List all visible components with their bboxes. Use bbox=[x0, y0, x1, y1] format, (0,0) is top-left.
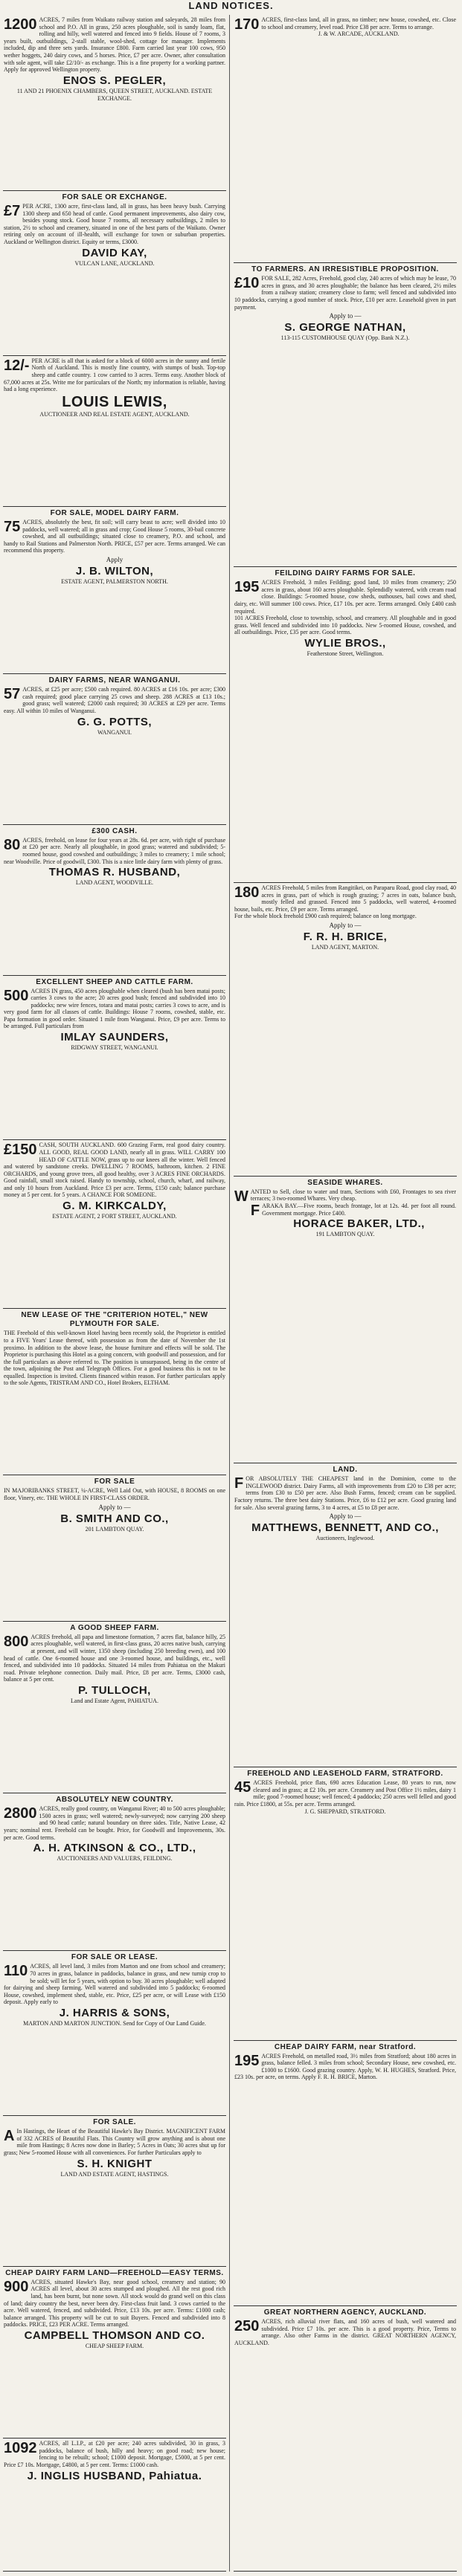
ad-body bbox=[234, 16, 456, 33]
ad-heading: FEILDING DAIRY FARMS FOR SALE. bbox=[275, 569, 416, 578]
ad-body bbox=[4, 357, 225, 393]
ad-text: ACRES, rich alluvial river flats, and 160 acres of bush, well watered and subdivided. Price £7 10s. per acre. This is a good property. Price, Terms to arrange. Also other Farms in the district. GREAT NORTHERN AGENCY, AUCKLAND. bbox=[234, 2317, 456, 2346]
advertiser-name: THOMAS R. HUSBAND, bbox=[48, 866, 181, 879]
ad-body bbox=[4, 837, 225, 865]
advertiser-name: HORACE BAKER, LTD., bbox=[293, 1217, 425, 1231]
ad-heading: FOR SALE. bbox=[93, 2118, 136, 2127]
advertiser-name: S. H. KNIGHT bbox=[77, 2157, 153, 2170]
ad-heading: £300 CASH. bbox=[92, 826, 138, 835]
advertiser-name: J. HARRIS & SONS, bbox=[59, 2006, 170, 2019]
ad-lead-figure: 2800 bbox=[4, 1805, 37, 1822]
ad-body bbox=[4, 16, 225, 74]
ad-heading: GREAT NORTHERN AGENCY, AUCKLAND. bbox=[263, 2308, 427, 2317]
section-header: LAND NOTICES. bbox=[188, 0, 274, 11]
ad-body-secondary bbox=[234, 913, 456, 920]
classified-ad bbox=[3, 1140, 226, 1309]
advertiser-name: J. INGLIS HUSBAND, Pahiatua. bbox=[27, 2469, 202, 2482]
classified-ad bbox=[3, 191, 226, 356]
advertiser-name: S. GEORGE NATHAN, bbox=[284, 321, 406, 334]
ad-lead-figure: 1092 bbox=[4, 2440, 37, 2457]
ad-text: ACRES freehold, all papa and limestone formation, 7 acres flat, balance hilly, 25 acres ploughable, well watered, in first-class grass, 20 acres native bush, carrying at present, and will winter, 1350 sheep (including 250 breeding ewes), and 100 head of cattle. One 6-roomed house and one 3-roomed house, and buildings, etc., well fenced, and subdivided into 10 paddocks. Situated 14 miles from Pahiatua on the Makuri road. Private telephone connection. Daily mail. Price, £8 per acre. Terms, £3000 cash, balance at 5 per cent. bbox=[4, 1633, 225, 1683]
ad-text: OR ABSOLUTELY THE CHEAPEST land in the Dominion, come to the INGLEWOOD district. Dairy Farms, all with improvements from £20 to £38 per acre; terms from £30 to £50 per acre. Also Bush Farms, fenced; cream can be supplied. Factory returns. The three best dairy Stations. Price, £6 to £12 per acre. Good grazing land for sale. Also several grazing farms, 3 to 4 acres, at £5 to £8 per acre. bbox=[234, 1475, 456, 1511]
ad-text: ACRES Freehold, on metalled road, 3½ miles from Stratford; about 180 acres in grass, balance felled. 3 miles from school; Secondary House, new cowshed, etc. £1000 to £1600. Good grazing country. Apply, W. H. HUGHES, Stratford. Price, £23 10s. per acre, on terms. Apply F. R. H. BRICE, Marton. bbox=[234, 2052, 456, 2081]
ad-text: 101 ACRES Freehold, close to township, school, and creamery. All ploughable and in good grass. Well fenced and subdivided into 10 paddocks. New 5-roomed House, cowshed, and all outbuildings. Price, £35 per acre. Good terms. bbox=[234, 615, 456, 636]
classified-ad bbox=[3, 2116, 226, 2267]
advertiser-address: ESTATE AGENT, PALMERSTON NORTH. bbox=[61, 578, 168, 585]
classified-ad bbox=[234, 2306, 457, 2572]
ad-lead-figure: 1200 bbox=[4, 16, 37, 33]
ad-apply: Apply bbox=[106, 556, 123, 563]
ad-body-secondary bbox=[234, 1203, 456, 1220]
ad-body bbox=[234, 1188, 456, 1203]
ad-body bbox=[234, 1779, 456, 1808]
ad-body bbox=[234, 2053, 456, 2081]
advertiser-name: A. H. ATKINSON & CO., LTD., bbox=[33, 1842, 196, 1855]
classified-ad bbox=[234, 567, 457, 883]
ad-lead-figure: 45 bbox=[234, 1779, 251, 1796]
advertiser-address: MARTON AND MARTON JUNCTION. Send for Copy of Our Land Guide. bbox=[23, 2019, 206, 2027]
advertiser-address: AUCTIONEERS AND VALUERS, FEILDING. bbox=[57, 1855, 173, 1863]
advertiser-address: VULCAN LANE, AUCKLAND. bbox=[74, 259, 155, 267]
ad-body bbox=[234, 1475, 456, 1511]
ad-heading: LAND. bbox=[333, 1466, 358, 1475]
classified-ad bbox=[234, 1767, 457, 2040]
advertiser-name: G. M. KIRKCALDY, bbox=[62, 1200, 167, 1213]
column-right bbox=[234, 15, 457, 2572]
ad-heading: FOR SALE OR LEASE. bbox=[71, 1953, 158, 1962]
ad-body bbox=[4, 1634, 225, 1683]
classified-ad bbox=[3, 976, 226, 1141]
ad-lead-figure: 195 bbox=[234, 2052, 260, 2069]
ad-heading: A GOOD SHEEP FARM. bbox=[70, 1623, 159, 1632]
advertiser-name: B. SMITH AND CO., bbox=[60, 1512, 169, 1525]
classified-ad bbox=[3, 674, 226, 825]
advertiser-address: Land and Estate Agent, PAHIATUA. bbox=[71, 1697, 158, 1704]
ad-body bbox=[4, 686, 225, 714]
advertiser-address: 201 LAMBTON QUAY. bbox=[85, 1525, 144, 1533]
ad-body bbox=[234, 579, 456, 615]
advertiser-name: J. B. WILTON, bbox=[75, 565, 154, 577]
classified-ad bbox=[3, 15, 226, 191]
ad-body bbox=[234, 2318, 456, 2346]
ad-heading: TO FARMERS. AN IRRESISTIBLE PROPOSITION. bbox=[251, 265, 439, 274]
ad-lead-figure: 110 bbox=[4, 1963, 28, 1980]
ad-body-secondary bbox=[234, 615, 456, 636]
ad-body bbox=[234, 884, 456, 913]
advertiser-name: WYLIE BROS., bbox=[304, 636, 386, 650]
advertiser-address: WANGANUI. bbox=[97, 728, 132, 736]
ad-lead-figure: 170 bbox=[234, 16, 260, 33]
ad-body bbox=[4, 1487, 225, 1501]
advertiser-address: AUCTIONEER AND REAL ESTATE AGENT, AUCKLAND. bbox=[39, 410, 190, 418]
classified-ad bbox=[234, 15, 457, 263]
ad-lead-figure: £10 bbox=[234, 275, 260, 292]
advertiser-name: IMLAY SAUNDERS, bbox=[60, 1031, 169, 1044]
classified-ad bbox=[234, 883, 457, 1177]
ad-text: ACRES, freehold, on lease for four years at 28s. 6d. per acre, with right of purchase at £20 per acre. Nearly all ploughable, in good grass; watered and subdivided; 5-roomed house, good cowshed and outbuildings; 3 miles to creamery; 1 mile school; near Woodville. Price of goodwill, £300. This is a nice little dairy farm with plenty of grass. bbox=[4, 836, 225, 865]
ad-body bbox=[4, 2279, 225, 2329]
ad-lead-figure: 195 bbox=[234, 579, 260, 596]
ad-lead-figure: £150 bbox=[4, 1142, 37, 1159]
classified-ad bbox=[234, 263, 457, 567]
ad-text: ACRES IN grass, 450 acres ploughable when cleared (bush has been matai posts; carries 3 cows to the acre; 20 acres good bush; fenced and subdivided into 10 paddocks; new wire fences, totara and matai posts; carries 3 cows to acre, and is very good farm for all classes of cattle. Buildings: House 7 rooms, cowshed, stable, etc. Papa formation in good order. Situated 1 mile from Wanganui. Price, £9 per acre. Terms to be arranged. Full particulars from bbox=[4, 987, 225, 1030]
ad-lead-figure: 500 bbox=[4, 987, 29, 1004]
classified-ad bbox=[3, 1951, 226, 2116]
ad-text: ACRES, first-class land, all in grass, no timber; new house, cowshed, etc. Close to school and creamery, level road. Price £38 per acre. Terms to arrange. bbox=[261, 16, 456, 30]
ad-lead-figure: F bbox=[250, 1203, 260, 1220]
ad-lead-figure: 75 bbox=[4, 519, 21, 536]
ad-body bbox=[4, 2440, 225, 2468]
ad-body bbox=[4, 203, 225, 246]
ad-text: ARAKA BAY.—Five rooms, beach frontage, lot at 12s. 4d. per foot all round. Government mortgage. Price £400. bbox=[262, 1203, 456, 1217]
ad-lead-figure: W bbox=[234, 1188, 248, 1205]
advertiser-name: ENOS S. PEGLER, bbox=[62, 74, 167, 87]
advertiser-name: G. G. POTTS, bbox=[77, 715, 153, 728]
ad-apply: Apply to — bbox=[329, 1512, 362, 1521]
classified-ad bbox=[3, 2267, 226, 2439]
ad-lead-figure: £7 bbox=[4, 203, 21, 219]
classified-ad bbox=[3, 1793, 226, 1951]
advertiser-address: LAND AGENT, MARTON. bbox=[311, 943, 379, 951]
ad-text: ACRES, situated Hawke's Bay, near good school, creamery and station; 90 ACRES all level, about 30 acres stumped and ploughed. All the rest good rich land, has been burnt, but none sown. All stock would do grand well on this class of land; dairy country the best, never been dry. First-class fruit land. 3 cows carried to the acre. Well watered, fenced, and subdivided. Price, £13 10s. per acre. Terms: £1000 cash; balance arranged. This property will be cut to suit Buyers. Fenced and subdivided into 8 paddocks. PRICE, £23 PER ACRE. Terms arranged. bbox=[4, 2278, 225, 2329]
ad-text: ACRES Freehold, 3 miles Feilding; good land, 10 miles from creamery; 250 acres in grass, about 160 acres ploughable. Splendidly watered, with cream road close. Buildings: 5-roomed house, cow sheds, outhouses, bail cows and shed, dairy, etc. Will summer 100 cows. Price, £17 10s. per acre. Terms arranged. Only £400 cash required. bbox=[234, 579, 456, 615]
column-left bbox=[3, 15, 226, 2572]
ad-text: ACRES, all level land, 3 miles from Marton and one from school and creamery; 70 acres in grass, balance in paddocks, balance in grass, and new turnip crop to be sold; will let for 5 years, with option to buy. 30 acres ploughable; well adapted for dairying and sheep farming. Well watered and subdivided into 5 paddocks; 6-roomed House, cowshed, implement shed, stable, etc. Price, £25 per acre, or will Lease with £150 deposit. Apply early to bbox=[4, 1963, 225, 2006]
ad-lead-figure: A bbox=[4, 2128, 15, 2145]
advertiser-address: J. G. SHEPPARD, STRATFORD. bbox=[304, 1808, 386, 1815]
ad-heading: SEASIDE WHARES. bbox=[307, 1178, 383, 1187]
ad-text: ACRES, really good country, on Wanganui River; 40 to 500 acres ploughable; 1500 acres in grass; well watered; newly-surveyed; now carrying 200 sheep and 90 head cattle; natural boundary on three sides. Title, Native Lease, 42 years; nominal rent. Freehold can be bought. Price, for Goodwill and Improvements, 30s. per acre. Good terms. bbox=[4, 1805, 225, 1841]
ad-heading: EXCELLENT SHEEP AND CATTLE FARM. bbox=[36, 977, 193, 986]
ad-body bbox=[4, 519, 225, 554]
classified-ad bbox=[234, 2041, 457, 2306]
ad-body bbox=[234, 275, 456, 311]
ad-body bbox=[4, 988, 225, 1031]
advertiser-address: CHEAP SHEEP FARM. bbox=[85, 2342, 144, 2349]
ad-lead-figure: 180 bbox=[234, 884, 260, 901]
advertiser-name: LOUIS LEWIS, bbox=[62, 393, 167, 410]
ad-text: CASH, SOUTH AUCKLAND. 600 Grazing Farm, real good dairy country. ALL GOOD, REAL GOOD LAND, nearly all in grass. WILL CARRY 100 HEAD OF CATTLE NOW, grass up to our knees all the winter. Well fenced and watered by sandstone creeks. DWELLING 7 ROOMS, bathroom, kitchen. 2 FINE ORCHARDS, and young grove trees, all good healthy, over 3 ACRES FINE ORCHARDS. Good rainfall, small stock raised. Handy to township, school, church, wharf, and railway, and only 10 hours from Auckland. Price £3 per acre. Terms, £150 cash; balance purchase money at 5 per cent. for 5 years. A CHANCE FOR SOMEONE. bbox=[4, 1142, 225, 1199]
ad-text: ACRES, absolutely the best, fit soil; will carry beast to acre; well divided into 10 paddocks, well watered; all in grass and crop; Good House 5 rooms, 30-bail concrete cowshed, and all outbuildings; situated close to creamery, P.O. and school, and handy to Rail Stations and Palmerston North. PRICE, £57 per acre. Terms arranged. We can recommend this property. bbox=[4, 519, 225, 554]
classified-ad bbox=[234, 1463, 457, 1767]
advertiser-name: F. R. H. BRICE, bbox=[303, 930, 388, 943]
ad-lead-figure: 900 bbox=[4, 2278, 29, 2295]
ad-heading: FOR SALE, MODEL DAIRY FARM. bbox=[50, 509, 179, 518]
ad-heading: CHEAP DAIRY FARM, near Stratford. bbox=[274, 2042, 417, 2051]
advertiser-address: J. & W. ARCADE, AUCKLAND. bbox=[318, 30, 400, 38]
ad-text: ACRES, 7 miles from Waikato railway station and saleyards, 28 miles from school and P.O. All in grass, 250 acres ploughable, soil is sandy loam, flat, rolling and hilly, well watered and fenced into 9 fields. House of 7 rooms, 3 years built, outbuildings, 2-stall stable, wool-shed, cottage for manager. Implements included, dip and three sets yards. Insurance £800. Farm carried last year 100 cows, 950 wether hoggets, 240 dairy cows, and 5 horses. Price, £7 per acre. Owner, after consultation with sole agent, will take £2/10/- as exchange. This is a fine property for a working partner. Apply for approved Wellington property. bbox=[4, 16, 225, 74]
ad-text: PER ACRE is all that is asked for a block of 6000 acres in the sunny and fertile North of Auckland. This is mostly fine country, with stumps of bush. Top-top sheep and cattle country. 1 cow carried to 3 acres. Terms easy. Another block of 67,000 acres at 25s. Write me for particulars of the North; my information is reliable, having had a long experience. bbox=[4, 357, 225, 393]
ad-body bbox=[4, 1142, 225, 1199]
ad-text: For the whole block freehold £900 cash required; balance on long mortgage. bbox=[234, 913, 417, 920]
ad-heading: FOR SALE bbox=[94, 1478, 135, 1486]
ad-body bbox=[4, 1805, 225, 1841]
ad-body bbox=[4, 2128, 225, 2156]
ad-apply: Apply to — bbox=[329, 312, 362, 320]
ad-body bbox=[4, 1330, 225, 1387]
ad-lead-figure: F bbox=[234, 1475, 244, 1492]
ad-text: ANTED to Sell, close to water and tram, Sections with £60, Frontages to sea river terraces; 3 two-roomed Whares. Very cheap. bbox=[250, 1188, 456, 1203]
ad-heading: DAIRY FARMS, NEAR WANGANUI. bbox=[48, 676, 181, 685]
ad-text: IN MAJORIBANKS STREET, ¼-ACRE, Well Laid Out, with HOUSE, 8 ROOMS on one floor, Vinery, etc. THE WHOLE IN FIRST-CLASS ORDER. bbox=[4, 1487, 225, 1501]
advertiser-address: LAND AGENT, WOODVILLE. bbox=[75, 879, 154, 887]
ad-text: ACRES Freehold, 5 miles from Rangitikei, on Paraparu Road, good clay road, 40 acres in grass, part of which is rough grazing; 7 acres in oats, balance bush, mostly felled and grassed. Fenced into 5 paddocks, well watered, 4-roomed house, bails, etc. Price, £9 per acre. Terms arranged. bbox=[234, 884, 456, 913]
advertiser-name: DAVID KAY, bbox=[82, 246, 147, 259]
ad-lead-figure: 57 bbox=[4, 686, 21, 703]
ad-heading: CHEAP DAIRY FARM LAND—FREEHOLD—EASY TERMS. bbox=[5, 2268, 224, 2277]
ad-heading: FOR SALE OR EXCHANGE. bbox=[62, 193, 167, 201]
ad-text: FOR SALE, 282 Acres, Freehold, good clay, 240 acres of which may be lease, 70 acres in grass, and 30 acres ploughable; the balance has been cleared, 2½ miles from a railway station; creamery close to farm; well fenced and subdivided into 10 paddocks, carrying a good number of stock. Price, £10 per acre. Leasehold given in part payment. bbox=[234, 275, 456, 311]
advertiser-address: 113-115 CUSTOMHOUSE QUAY (Opp. Bank N.Z.). bbox=[280, 334, 410, 342]
advertiser-address: RIDGWAY STREET, WANGANUI. bbox=[71, 1044, 158, 1052]
classified-ad bbox=[3, 1622, 226, 1793]
advertiser-address: 11 AND 21 PHOENIX CHAMBERS, QUEEN STREET, AUCKLAND. ESTATE EXCHANGE. bbox=[16, 87, 213, 102]
classified-ad bbox=[234, 1177, 457, 1463]
ad-text: ACRES, at £25 per acre; £500 cash required. 80 ACRES at £16 10s. per acre; £300 cash required; good place carrying 25 cows and sheep. 288 ACRES at £13 10s.; good grass; well watered; £2000 cash required; 30 ACRES at £29 per acre. Terms easy. All within 10 miles of Wanganui. bbox=[4, 686, 225, 715]
advertiser-address: ESTATE AGENT, 2 FORT STREET, AUCKLAND. bbox=[52, 1213, 177, 1220]
ad-lead-figure: 250 bbox=[234, 2317, 260, 2334]
classified-ad bbox=[3, 2439, 226, 2572]
column-rule bbox=[229, 15, 230, 2572]
classified-ad bbox=[3, 1309, 226, 1475]
advertiser-address: Auctioneers, Inglewood. bbox=[315, 1535, 375, 1542]
classified-ad bbox=[3, 825, 226, 976]
ad-heading: ABSOLUTELY NEW COUNTRY. bbox=[56, 1796, 173, 1805]
advertiser-address: 191 LAMBTON QUAY. bbox=[315, 1231, 375, 1238]
classified-ad bbox=[3, 507, 226, 674]
ad-lead-figure: 12/- bbox=[4, 357, 30, 374]
ad-lead-figure: 800 bbox=[4, 1633, 29, 1650]
ad-text: ACRES Freehold, price flats, 690 acres Education Lease, 80 years to run, now cleared and in grass; at £2 10s. per acre. Creamery and Post Office 1½ miles, dairy 1 mile; good 7-roomed house; well fenced; 4 paddocks; 250 acres well felled and good rain. Price £1800, at 55s. per acre. Terms arranged. bbox=[234, 1779, 456, 1808]
advertiser-address: LAND AND ESTATE AGENT, HASTINGS. bbox=[60, 2170, 169, 2178]
ad-body bbox=[4, 1963, 225, 2006]
ad-text: THE Freehold of this well-known Hotel having been recently sold, the Proprietor is entitled to a FIVE Years' Lease thereof, with possession as from the date of November the 1st proximo. In addition to the above lease, the house furniture and effects will be sold. The Proprietor is purchasing this Hotel as a going concern, with goodwill and possession, and for the full particulars as above referred to. The position is unsurpassed, being in the centre of the town, adjoining the Post and Telegraph Offices. For a good business this is not to be equalled. Inspection is invited. Clients financed within reason. For further particulars apply to the sole Agents, TRISTRAM AND CO., Hotel Brokers, ELTHAM. bbox=[4, 1330, 225, 1387]
ad-text: PER ACRE, 1300 acre, first-class land, all in grass, has been heavy bush. Carrying 1300 sheep and 650 head of cattle. Good permanent improvements, also dairy cow, besides young stock. Good house 7 rooms, all necessary outbuildings, 2 miles to station, 2½ to school and creamery, situated in one of the best parts of the Waikato. Owner retiring only on account of ill-health, will exchange for town or suburban properties. Auckland or Wellington district. Equity or terms, £3000. bbox=[4, 203, 225, 245]
advertiser-name: MATTHEWS, BENNETT, AND CO., bbox=[251, 1521, 439, 1535]
advertiser-address: Featherstone Street, Wellington. bbox=[307, 650, 384, 657]
ad-apply: Apply to — bbox=[98, 1503, 131, 1511]
advertiser-name: P. TULLOCH, bbox=[78, 1683, 151, 1697]
ad-lead-figure: 80 bbox=[4, 836, 21, 853]
classified-ad bbox=[3, 356, 226, 507]
ad-apply: Apply to — bbox=[329, 921, 362, 929]
advertiser-name: CAMPBELL THOMSON AND CO. bbox=[24, 2329, 205, 2342]
ad-text: ACRES, all L.I.P., at £20 per acre; 240 acres subdivided, 30 in grass, 3 paddocks, balance of bush, hilly and heavy; on good road; new house; fencing to be rebuilt; school; £1000 deposit. Mortgage, £5000, at 5 per cent. Price £7 10s. Mortgage, £4800, at 5 per cent. Terms: £1000 cash. bbox=[4, 2440, 225, 2468]
ad-text: In Hastings, the Heart of the Beautiful Hawke's Bay District. MAGNIFICENT FARM of 332 ACRES of Beautiful Flats. This Country will grow anything and is about one mile from Hastings; 8 Acres now done in Barley; 5 Acres in Oats; 30 acres shut up for grass; New 5-roomed House with all conveniences. For further Particulars apply to bbox=[4, 2128, 225, 2156]
ad-heading: FREEHOLD AND LEASEHOLD FARM, STRATFORD. bbox=[247, 1770, 443, 1779]
ad-heading: NEW LEASE OF THE "CRITERION HOTEL," NEW PLYMOUTH FOR SALE. bbox=[21, 1311, 208, 1329]
classified-ad bbox=[3, 1475, 226, 1621]
